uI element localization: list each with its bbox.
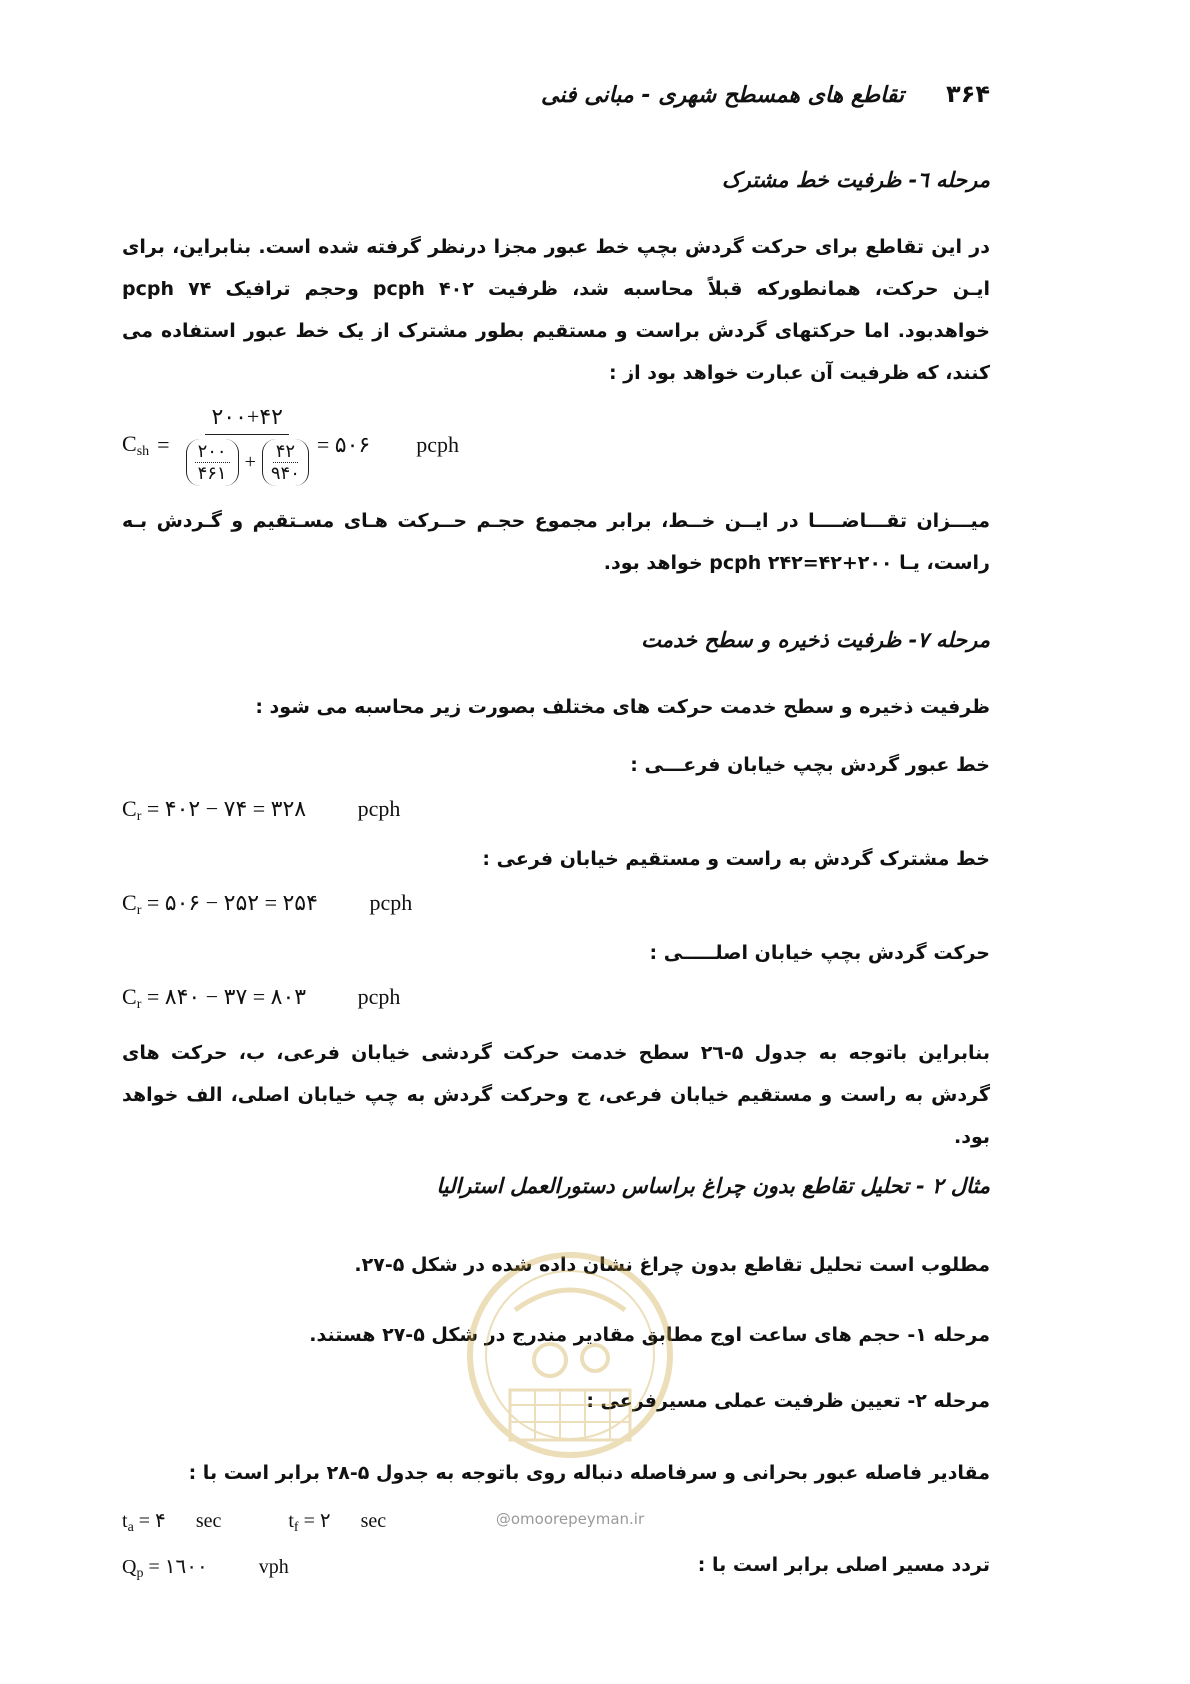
example2-step2: مرحله ۲- تعیین ظرفیت عملی مسیرفرعی : bbox=[586, 1390, 990, 1412]
qp-value: $Q_p$ = ۱٦۰۰ vph bbox=[122, 1556, 289, 1581]
formula-term-2: ۴۲ ۹۴۰ bbox=[262, 439, 309, 486]
tf-value: $t_f$ = ۲ sec bbox=[288, 1510, 387, 1535]
step7-heading: مرحله ۷- ظرفیت ذخیره و سطح خدمت bbox=[641, 628, 990, 652]
formula-fraction bbox=[186, 404, 309, 486]
gap-values-text: مقادیر فاصله عبور بحرانی و سرفاصله دنباله روی باتوجه به جدول ۵-۲۸ برابر است با : bbox=[188, 1462, 990, 1484]
formula-lhs: $C_{sh}$ bbox=[122, 430, 150, 459]
watermark-seal-icon bbox=[455, 1240, 685, 1500]
step6-heading: مرحله ٦- ظرفیت خط مشترک bbox=[721, 168, 990, 192]
page-header bbox=[541, 80, 990, 108]
ta-value: $t_a$ = ۴ sec bbox=[122, 1510, 222, 1535]
running-title: تقاطع های همسطح شهری - مبانی فنی bbox=[541, 83, 905, 108]
formula-result: = ۵۰۶ bbox=[316, 432, 371, 457]
step7-conclusion: بنابراین باتوجه به جدول ۵-۲٦ سطح خدمت حرکت گردشی خیابان فرعی، ب، حرکت های گردش به راست و مستقیم خیابان فرعی، ج وحرکت گردش به چپ خیابان اصلی، الف خواهد بود. bbox=[122, 1042, 990, 1148]
example2-heading: مثال ۲ - تحلیل تقاطع بدون چراغ براساس دستورالعمل استرالیا bbox=[436, 1174, 990, 1198]
example2-statement: مطلوب است تحلیل تقاطع بدون چراغ نشان داده شده در شکل ۵-۲۷. bbox=[354, 1254, 990, 1276]
step7-intro: ظرفیت ذخیره و سطح خدمت حرکت های مختلف بصورت زیر محاسبه می شود : bbox=[255, 696, 990, 718]
step6-paragraph: در این تقاطع برای حرکت گردش بچپ خط عبور مجزا درنظر گرفته شده است. بنابراین، برای ایـن حرکت، همانطورکه قبلاً محاسبه شد، ظرفیت ۴۰۲ pcph وحجم ترافیک ۷۴ pcph خواهدبود. اما حرکتهای گردش براست و مستقیم بطور مشترک از یک خط عبور استفاده می کنند، که ظرفیت آن عبارت خواهد بود از : bbox=[122, 236, 990, 384]
formula-numerator: ۲۰۰+۴۲ bbox=[205, 404, 289, 435]
demand-paragraph: میـــزان تقـــاضــــا در ایــن خــط، برابر مجموع حجـم حــرکت هـای مسـتقیم و گـردش بـه راست، یـا ۲۰۰+۴۲=۲۴۲ pcph خواهد بود. bbox=[122, 510, 990, 574]
page-number: ۳۶۴ bbox=[946, 80, 990, 108]
equation-left-turn-minor: $C_r$ = ۴۰۲ − ۷۴ = ۳۲۸ pcph bbox=[122, 796, 401, 824]
formula-denominator: ۲۰۰ ۴۶۱ + ۴۲ ۹۴۰ bbox=[186, 435, 309, 486]
watermark-text: @omoorepeyman.ir bbox=[495, 1510, 645, 1528]
major-flow-text: تردد مسیر اصلی برابر است با : bbox=[697, 1554, 990, 1576]
item-label: خط عبور گردش بچپ خیابان فرعـــی : bbox=[630, 754, 990, 776]
formula-term-1: ۲۰۰ ۴۶۱ bbox=[186, 439, 239, 486]
item-label: خط مشترک گردش به راست و مستقیم خیابان فرعی : bbox=[482, 848, 990, 870]
equation-shared-lane: $C_r$ = ۵۰۶ − ۲۵۲ = ۲۵۴ pcph bbox=[122, 890, 413, 918]
gap-values bbox=[122, 1508, 386, 1536]
formula-unit: pcph bbox=[416, 432, 459, 457]
example2-step1: مرحله ۱- حجم های ساعت اوج مطابق مقادیر مندرج در شکل ۵-۲۷ هستند. bbox=[309, 1324, 990, 1346]
capacity-formula: $C_{sh}$ = ۲۰۰+۴۲ ۲۰۰ ۴۶۱ + ۴۲ ۹۴۰ = ۵۰۶ pcph bbox=[122, 400, 459, 490]
equation-left-turn-major: $C_r$ = ۸۴۰ − ۳۷ = ۸۰۳ pcph bbox=[122, 984, 401, 1012]
item-label: حرکت گردش بچپ خیابان اصلـــــی : bbox=[649, 942, 990, 964]
